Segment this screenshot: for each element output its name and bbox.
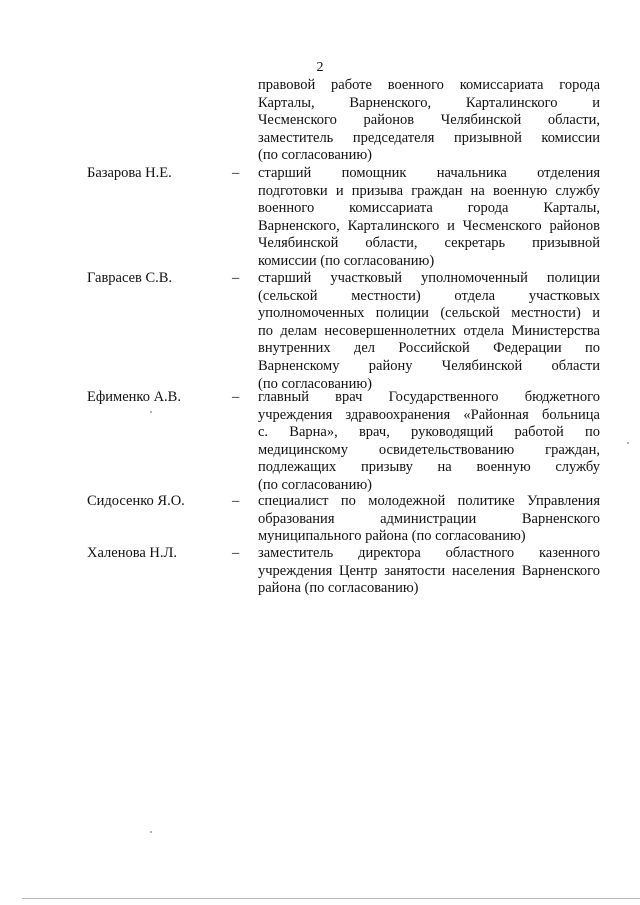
text-line: муниципального района (по согласованию)	[258, 528, 526, 545]
text-line: старший участковый уполномоченный полиции	[258, 270, 600, 286]
text-line: Чесменского районов Челябинской области,	[258, 112, 600, 129]
text-line: Варненского, Карталинского и Чесменского районов	[258, 217, 600, 234]
text-line: главный врач Государственного бюджетного	[258, 389, 600, 405]
text-line: района (по согласованию)	[258, 580, 419, 597]
member-role	[258, 545, 600, 598]
text-line: подготовки и призыва граждан на военную службу	[258, 182, 600, 199]
continued-description	[258, 77, 600, 165]
member-role	[258, 493, 600, 546]
member-name: Халенова Н.Л.	[87, 545, 177, 561]
dash: –	[232, 165, 240, 181]
text-line: (сельской местности) отдела участковых	[258, 287, 600, 304]
text-line: Варненскому району Челябинской области	[258, 357, 600, 374]
text-line: заместитель председателя призывной комиссии	[258, 129, 600, 146]
text-line: заместитель директора областного казенного	[258, 545, 600, 561]
text-line: старший помощник начальника отделения	[258, 165, 600, 181]
text-line: подлежащих призыву на военную службу	[258, 459, 600, 476]
text-line: военного комиссариата города Карталы,	[258, 200, 600, 217]
member-role	[258, 389, 600, 495]
text-line: медицинскому освидетельствованию граждан,	[258, 441, 600, 458]
text-line: образования администрации Варненского	[258, 510, 600, 527]
text-line: (по согласованию)	[258, 476, 372, 493]
text-line: (по согласованию)	[258, 375, 372, 392]
member-name: Базарова Н.Е.	[87, 165, 172, 181]
member-name: Ефименко А.В.	[87, 389, 181, 405]
text-line: уполномоченных полиции (сельской местности) и	[258, 305, 600, 322]
text-line: учреждения здравоохранения «Районная больница	[258, 406, 600, 423]
dash: –	[232, 545, 240, 561]
text-line: учреждения Центр занятости населения Варненского	[258, 562, 600, 579]
scan-speck	[150, 411, 152, 413]
dash: –	[232, 493, 240, 509]
text-line: внутренних дел Российской Федерации по	[258, 340, 600, 357]
text-line: с. Варна», врач, руководящий работой по	[258, 424, 600, 441]
text-line: комиссии (по согласованию)	[258, 252, 435, 269]
text-line: Челябинской области, секретарь призывной	[258, 235, 600, 252]
member-name: Гаврасев С.В.	[87, 270, 173, 286]
text-line: специалист по молодежной политике Управления	[258, 493, 600, 509]
text-line: (по согласованию)	[258, 147, 372, 164]
member-name: Сидосенко Я.О.	[87, 493, 185, 509]
member-role	[258, 270, 600, 393]
member-role	[258, 165, 600, 271]
page-number: 2	[316, 60, 324, 75]
dash: –	[232, 270, 240, 286]
scan-speck	[627, 442, 629, 444]
scan-speck	[150, 831, 152, 833]
dash: –	[232, 389, 240, 405]
scan-edge-line	[22, 898, 640, 899]
text-line: по делам несовершеннолетних отдела Министерства	[258, 322, 600, 339]
text-line: правовой работе военного комиссариата города	[258, 77, 600, 93]
text-line: Карталы, Варненского, Карталинского и	[258, 94, 600, 111]
